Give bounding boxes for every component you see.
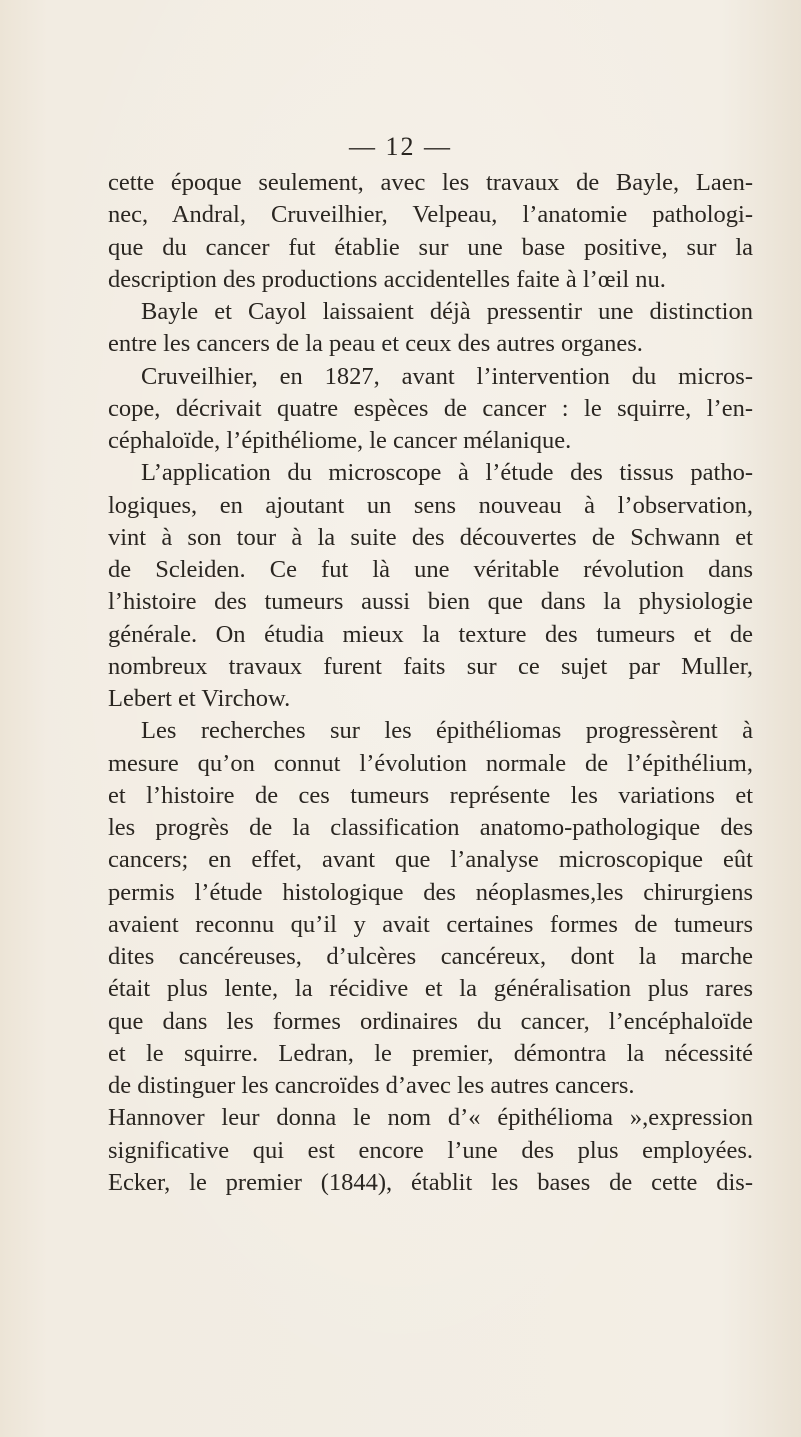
text-line: dites cancéreuses, d’ulcères cancéreux, dont la marche xyxy=(108,943,753,970)
text-line: nec, Andral, Cruveilhier, Velpeau, l’anatomie pathologi- xyxy=(108,201,753,229)
text-line: cette époque seulement, avec les travaux de Bayle, Laen- xyxy=(108,169,753,196)
text-line: entre les cancers de la peau et ceux des autres organes. xyxy=(108,330,643,358)
text-line: logiques, en ajoutant un sens nouveau à l’observation, xyxy=(108,491,753,519)
text-line: que dans les formes ordinaires du cancer, l’encéphaloïde xyxy=(108,1007,753,1035)
text-line: générale. On étudia mieux la texture des tumeurs et de xyxy=(108,620,753,648)
text-line: avaient reconnu qu’il y avait certaines formes de tumeurs xyxy=(108,910,753,938)
text-line: L’application du microscope à l’étude des tissus patho- xyxy=(141,459,753,487)
text-line: était plus lente, la récidive et la généralisation plus rares xyxy=(108,975,753,1003)
body-text xyxy=(108,167,753,1199)
text-line: Bayle et Cayol laissaient déjà pressentir une distinction xyxy=(141,298,753,325)
text-line: Hannover leur donna le nom d’« épithélioma »,expression xyxy=(108,1104,753,1132)
text-line: vint à son tour à la suite des découvertes de Schwann et xyxy=(108,523,753,551)
text-line: l’histoire des tumeurs aussi bien que dans la physiologie xyxy=(108,588,753,616)
text-line: Lebert et Virchow. xyxy=(108,685,291,712)
text-line: céphaloïde, l’épithéliome, le cancer mélanique. xyxy=(108,427,572,454)
text-line: nombreux travaux furent faits sur ce sujet par Muller, xyxy=(108,652,753,680)
text-line: que du cancer fut établie sur une base positive, sur la xyxy=(108,233,753,261)
text-line: description des productions accidentelles faite à l’œil nu. xyxy=(108,265,666,293)
text-line: de distinguer les cancroïdes d’avec les autres cancers. xyxy=(108,1072,635,1099)
text-line: cancers; en effet, avant que l’analyse microscopique eût xyxy=(108,846,753,874)
text-line: Cruveilhier, en 1827, avant l’intervention du micros- xyxy=(141,362,753,390)
text-line: cope, décrivait quatre espèces de cancer : le squirre, l’en- xyxy=(108,394,753,422)
page-number: — 12 — xyxy=(349,132,452,161)
text-line: Ecker, le premier (1844), établit les bases de cette dis- xyxy=(108,1168,753,1196)
text-line: les progrès de la classification anatomo-pathologique des xyxy=(108,814,753,841)
text-line: permis l’étude histologique des néoplasmes,les chirurgiens xyxy=(108,878,753,906)
text-line: significative qui est encore l’une des plus employées. xyxy=(108,1136,753,1164)
text-line: de Scleiden. Ce fut là une véritable révolution dans xyxy=(108,556,753,583)
text-line: Les recherches sur les épithéliomas progressèrent à xyxy=(141,717,753,745)
text-line: mesure qu’on connut l’évolution normale de l’épithélium, xyxy=(108,749,753,777)
text-line: et le squirre. Ledran, le premier, démontra la nécessité xyxy=(108,1039,753,1067)
text-line: et l’histoire de ces tumeurs représente les variations et xyxy=(108,781,753,809)
